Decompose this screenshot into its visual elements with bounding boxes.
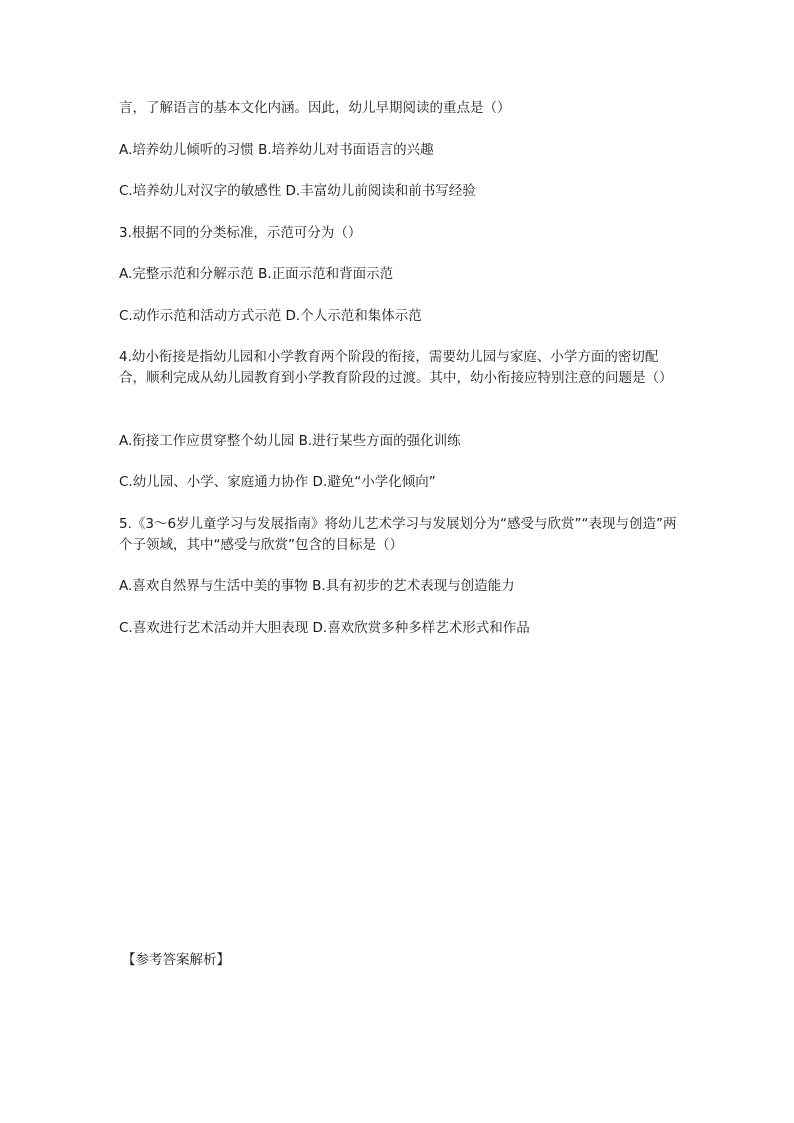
- question-4-options-ab: A.衔接工作应贯穿整个幼儿园 B.进行某些方面的强化训练: [119, 433, 461, 449]
- question-4-options-cd: C.幼儿园、小学、家庭通力协作 D.避免“小学化倾向”: [119, 474, 436, 490]
- question-2-stem-end: 言，了解语言的基本文化内涵。因此，幼儿早期阅读的重点是（）: [119, 100, 511, 116]
- question-3-options-ab: A.完整示范和分解示范 B.正面示范和背面示范: [119, 266, 394, 282]
- question-5-options-cd: C.喜欢进行艺术活动并大胆表现 D.喜欢欣赏多种多样艺术形式和作品: [119, 620, 530, 636]
- question-4-stem: 4.幼小衔接是指幼儿园和小学教育两个阶段的衔接，需要幼儿园与家庭、小学方面的密切配合，顺利完成从幼儿园教育到小学教育阶段的过渡。其中，幼小衔接应特别注意的问题是（）: [119, 349, 673, 386]
- question-5-options-ab: A.喜欢自然界与生活中美的事物 B.具有初步的艺术表现与创造能力: [119, 578, 515, 594]
- question-3-stem: 3.根据不同的分类标准，示范可分为（）: [119, 225, 362, 241]
- question-3-options-cd: C.动作示范和活动方式示范 D.个人示范和集体示范: [119, 308, 422, 324]
- question-2-options-cd: C.培养幼儿对汉字的敏感性 D.丰富幼儿前阅读和前书写经验: [119, 183, 476, 199]
- question-5-stem: 5.《3～6岁儿童学习与发展指南》将幼儿艺术学习与发展划分为“感受与欣赏”“表现与创造”两个子领域，其中“感受与欣赏”包含的目标是（）: [119, 516, 677, 553]
- question-2-options-ab: A.培养幼儿倾听的习惯 B.培养幼儿对书面语言的兴趣: [119, 142, 434, 158]
- answer-heading: 【参考答案解析】: [122, 952, 230, 968]
